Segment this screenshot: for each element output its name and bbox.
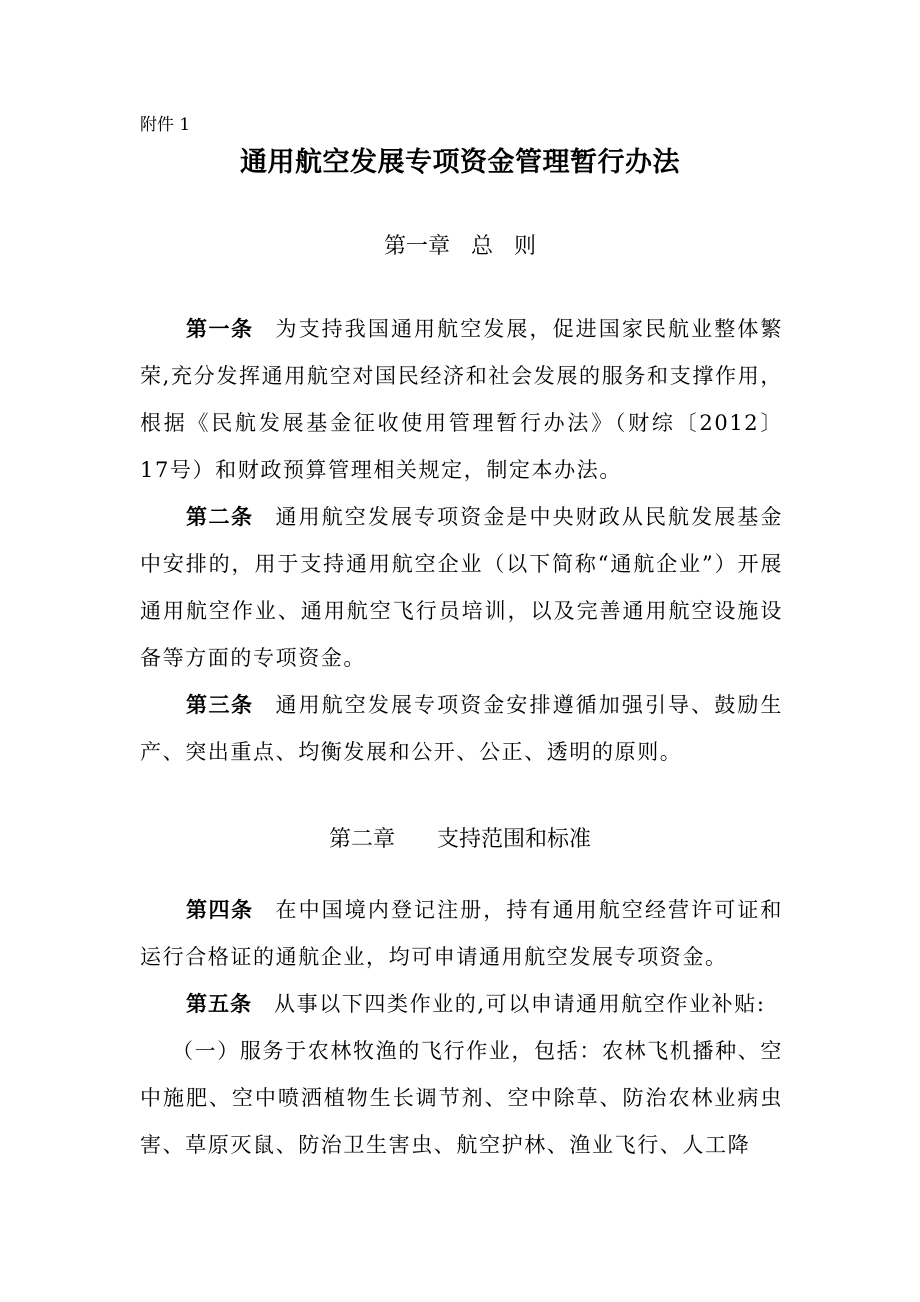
article-text: 从事以下四类作业的,可以申请通用航空作业补贴:	[274, 992, 766, 1016]
article-text: 通用航空发展专项资金安排遵循加强引导、鼓励生产、突出重点、均衡发展和公开、公正、透明的原则。	[140, 693, 784, 764]
article-paragraph	[140, 981, 783, 1028]
article-paragraph	[140, 887, 783, 981]
attachment-label: 附件 1	[140, 115, 191, 135]
chapter-heading: 第二章 支持范围和标准	[329, 827, 591, 852]
article-text: 为支持我国通用航空发展，促进国家民航业整体繁荣,充分发挥通用航空对国民经济和社会发展的服务和支撑作用，根据《民航发展基金征收使用管理暂行办法》（财综〔2012〕17号）和财政预算管理相关规定，制定本办法。	[140, 317, 784, 482]
article-number: 第三条	[186, 693, 254, 717]
article-text: 在中国境内登记注册，持有通用航空经营许可证和运行合格证的通航企业，均可申请通用航空发展专项资金。	[140, 898, 784, 969]
article-number: 第一条	[186, 317, 254, 341]
document-title: 通用航空发展专项资金管理暂行办法	[240, 147, 680, 178]
article-number: 第二条	[186, 505, 254, 529]
article-paragraph	[140, 682, 783, 776]
article-paragraph	[140, 306, 783, 494]
article-number: 第四条	[186, 898, 254, 922]
list-item-paragraph	[140, 1028, 783, 1169]
article-paragraph	[140, 494, 783, 682]
article-number: 第五条	[186, 992, 252, 1016]
article-text: 通用航空发展专项资金是中央财政从民航发展基金中安排的，用于支持通用航空企业（以下简称“通航企业”）开展通用航空作业、通用航空飞行员培训，以及完善通用航空设施设备等方面的专项资金。	[140, 505, 784, 670]
chapter-heading: 第一章 总 则	[384, 234, 536, 259]
list-item-text: （一）服务于农林牧渔的飞行作业，包括：农林飞机播种、空中施肥、空中喷洒植物生长调节剂、空中除草、防治农林业病虫害、草原灭鼠、防治卫生害虫、航空护林、渔业飞行、人工降	[140, 1039, 783, 1157]
